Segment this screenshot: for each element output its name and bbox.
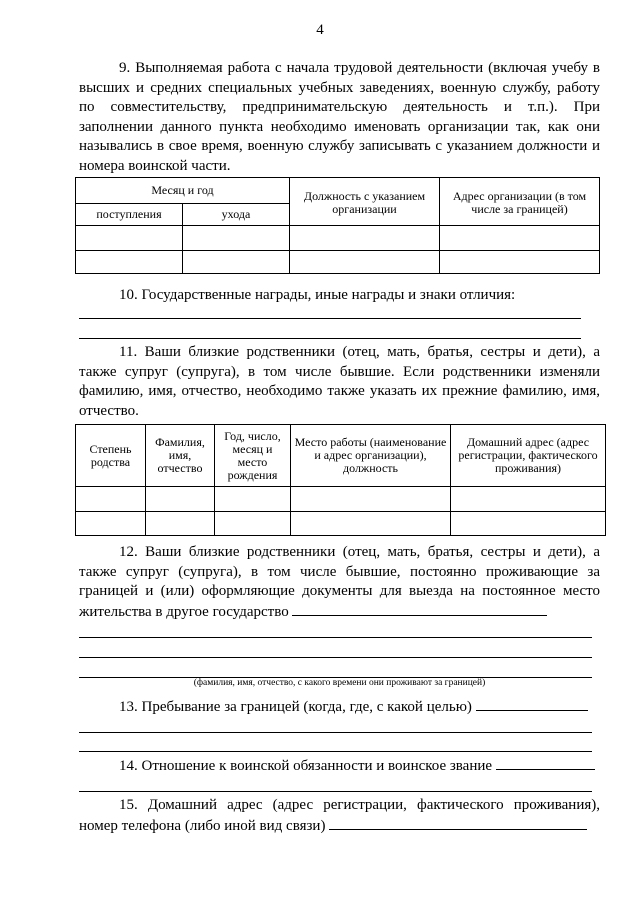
- section-10-text: 10. Государственные награды, иные награды и знаки отличия:: [119, 287, 516, 303]
- start-cell[interactable]: [76, 226, 183, 251]
- awards-line-1[interactable]: [79, 318, 581, 319]
- section-12-text: [79, 543, 600, 622]
- section-13-text: [79, 697, 600, 718]
- abroad-relatives-inline-line[interactable]: [292, 602, 547, 616]
- address-cell[interactable]: [440, 226, 600, 251]
- end-header: ухода: [183, 204, 290, 226]
- relation-cell[interactable]: [76, 487, 146, 512]
- name-header: Фамилия, имя, отчество: [146, 425, 215, 487]
- work-cell[interactable]: [291, 487, 451, 512]
- employment-table: [75, 177, 600, 274]
- military-inline-line[interactable]: [496, 756, 595, 770]
- table-row: [76, 487, 606, 512]
- phone-inline-line[interactable]: [329, 816, 587, 830]
- relation-header: Степень родства: [76, 425, 146, 487]
- relation-cell[interactable]: [76, 512, 146, 536]
- start-cell[interactable]: [76, 251, 183, 274]
- position-header: Должность с указанием организации: [290, 178, 440, 226]
- home-cell[interactable]: [451, 512, 606, 536]
- page-number: 4: [316, 22, 324, 38]
- section-14-text: [79, 756, 600, 777]
- home-address-header: Домашний адрес (адрес регистрации, фактического проживания): [451, 425, 606, 487]
- home-cell[interactable]: [451, 487, 606, 512]
- table-row: [76, 226, 600, 251]
- month-year-header: Месяц и год: [76, 178, 290, 204]
- section-11-text: 11. Ваши близкие родственники (отец, мать, братья, сестры и дети), а также супруг (супруга), в том числе бывшие. Если родственники изменяли фамилию, имя, отчество, необходимо также указать их прежние фамилию, имя, отчество.: [79, 344, 600, 419]
- birth-header: Год, число, месяц и место рождения: [215, 425, 291, 487]
- relatives-table: [75, 424, 606, 536]
- end-cell[interactable]: [183, 226, 290, 251]
- birth-cell[interactable]: [215, 512, 291, 536]
- section-15-text: [79, 796, 600, 836]
- end-cell[interactable]: [183, 251, 290, 274]
- birth-cell[interactable]: [215, 487, 291, 512]
- address-cell[interactable]: [440, 251, 600, 274]
- abroad-line-2[interactable]: [79, 657, 592, 658]
- name-cell[interactable]: [146, 487, 215, 512]
- military-line-1[interactable]: [79, 791, 592, 792]
- section-9-text: 9. Выполняемая работа с начала трудовой деятельности (включая учебу в высших и средних специальных учебных заведениях, военную службу, работу по совместительству, предпринимательскую деятельность и т.п.). При заполнении данного пункта необходимо именовать организации так, как они назывались в свое время, военную службу записывать с указанием должности и номера воинской части.: [79, 60, 600, 174]
- abroad-line-1[interactable]: [79, 637, 592, 638]
- section-12-label: 12. Ваши близкие родственники (отец, мать, братья, сестры и дети), а также супруг (супруга), в том числе бывшие, постоянно проживающие за границей и (или) оформляющие документы для выезда на постоянное место жительства в другое государство: [79, 544, 600, 620]
- abroad-stay-inline-line[interactable]: [476, 697, 588, 711]
- position-cell[interactable]: [290, 251, 440, 274]
- start-header: поступления: [76, 204, 183, 226]
- section-13-label: 13. Пребывание за границей (когда, где, с какой целью): [119, 699, 472, 715]
- name-cell[interactable]: [146, 512, 215, 536]
- section-14-label: 14. Отношение к воинской обязанности и воинское звание: [119, 758, 493, 774]
- abroad-caption: (фамилия, имя, отчество, с какого времени они проживают за границей): [193, 678, 486, 688]
- work-header: Место работы (наименование и адрес организации), должность: [291, 425, 451, 487]
- abroad-stay-line-1[interactable]: [79, 732, 592, 733]
- awards-line-2[interactable]: [79, 338, 581, 339]
- work-cell[interactable]: [291, 512, 451, 536]
- position-cell[interactable]: [290, 226, 440, 251]
- table-row: [76, 512, 606, 536]
- table-row: [76, 251, 600, 274]
- org-address-header: Адрес организации (в том числе за границей): [440, 178, 600, 226]
- section-15-label: 15. Домашний адрес (адрес регистрации, фактического проживания), номер телефона (либо иной вид связи): [79, 797, 600, 834]
- abroad-stay-line-2[interactable]: [79, 751, 592, 752]
